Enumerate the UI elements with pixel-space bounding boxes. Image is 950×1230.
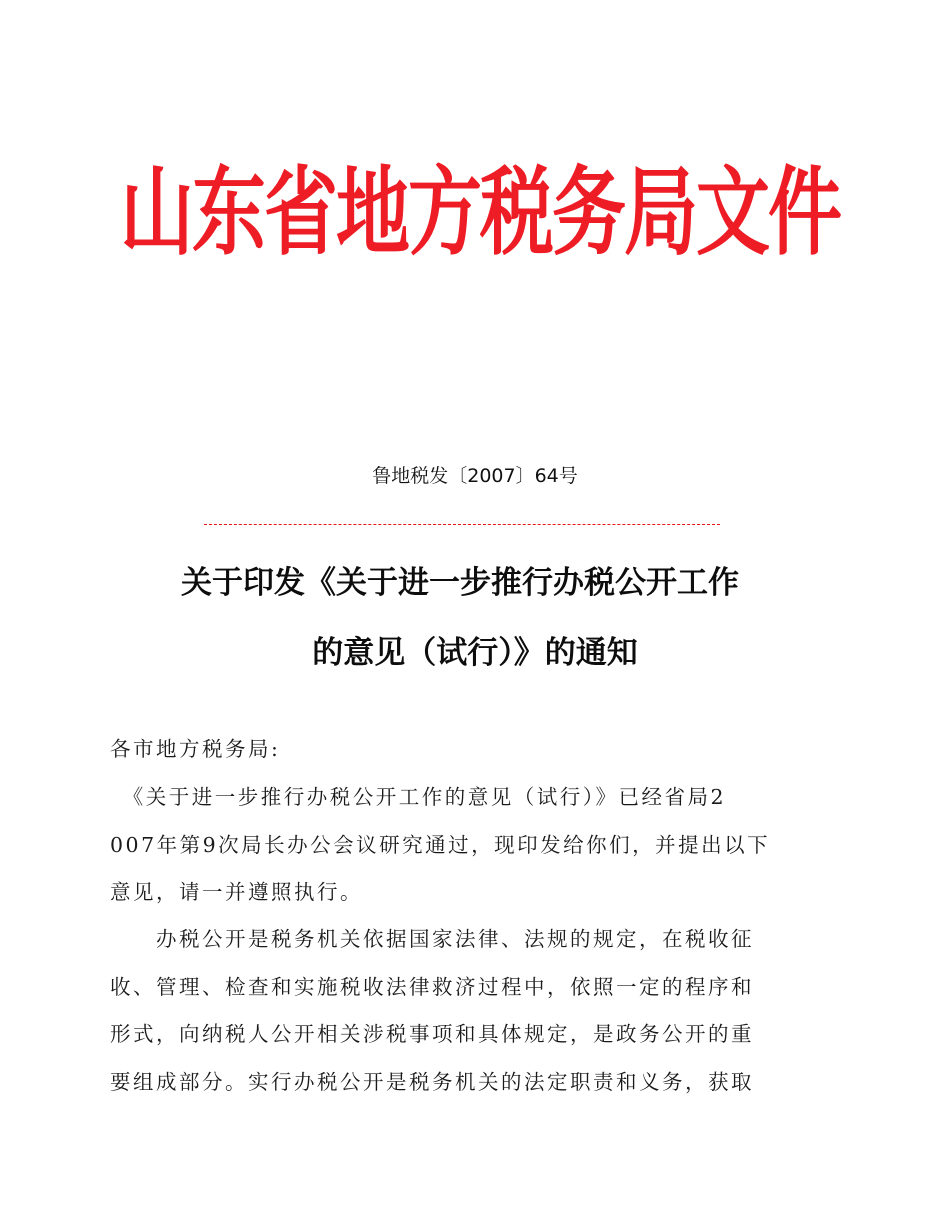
notice-title-line-1: 关于印发《关于进一步推行办税公开工作 xyxy=(181,565,739,601)
paragraph-line: 形式，向纳税人公开相关涉税事项和具体规定，是政务公开的重 xyxy=(110,1022,754,1046)
paragraph-line: 007年第9次局长办公会议研究通过，现印发给你们，并提出以下 xyxy=(110,832,771,857)
paragraph-line: 《关于进一步推行办税公开工作的意见（试行）》已经省局2 xyxy=(110,785,727,809)
issuer-masthead xyxy=(0,148,950,278)
addressee: 各市地方税务局: xyxy=(110,737,281,761)
paragraph-line: 意见，请一并遵照执行。 xyxy=(110,880,363,904)
paragraph-line: 办税公开是税务机关依据国家法律、法规的规定，在税收征 xyxy=(110,927,754,951)
paragraph-line: 要组成部分。实行办税公开是税务机关的法定职责和义务，获取 xyxy=(110,1069,754,1094)
paragraph-2 xyxy=(110,916,840,1106)
issuer-title: 山东省地方税务局文件 xyxy=(120,157,840,269)
paragraph-line: 收、管理、检查和实施税收法律救济过程中，依照一定的程序和 xyxy=(110,974,754,999)
notice-title-line-2: 的意见（试行）》的通知 xyxy=(312,635,638,671)
document-number: 鲁地税发〔2007〕64号 xyxy=(372,465,578,487)
paragraph-1 xyxy=(110,774,840,917)
red-divider-rule xyxy=(204,524,720,525)
